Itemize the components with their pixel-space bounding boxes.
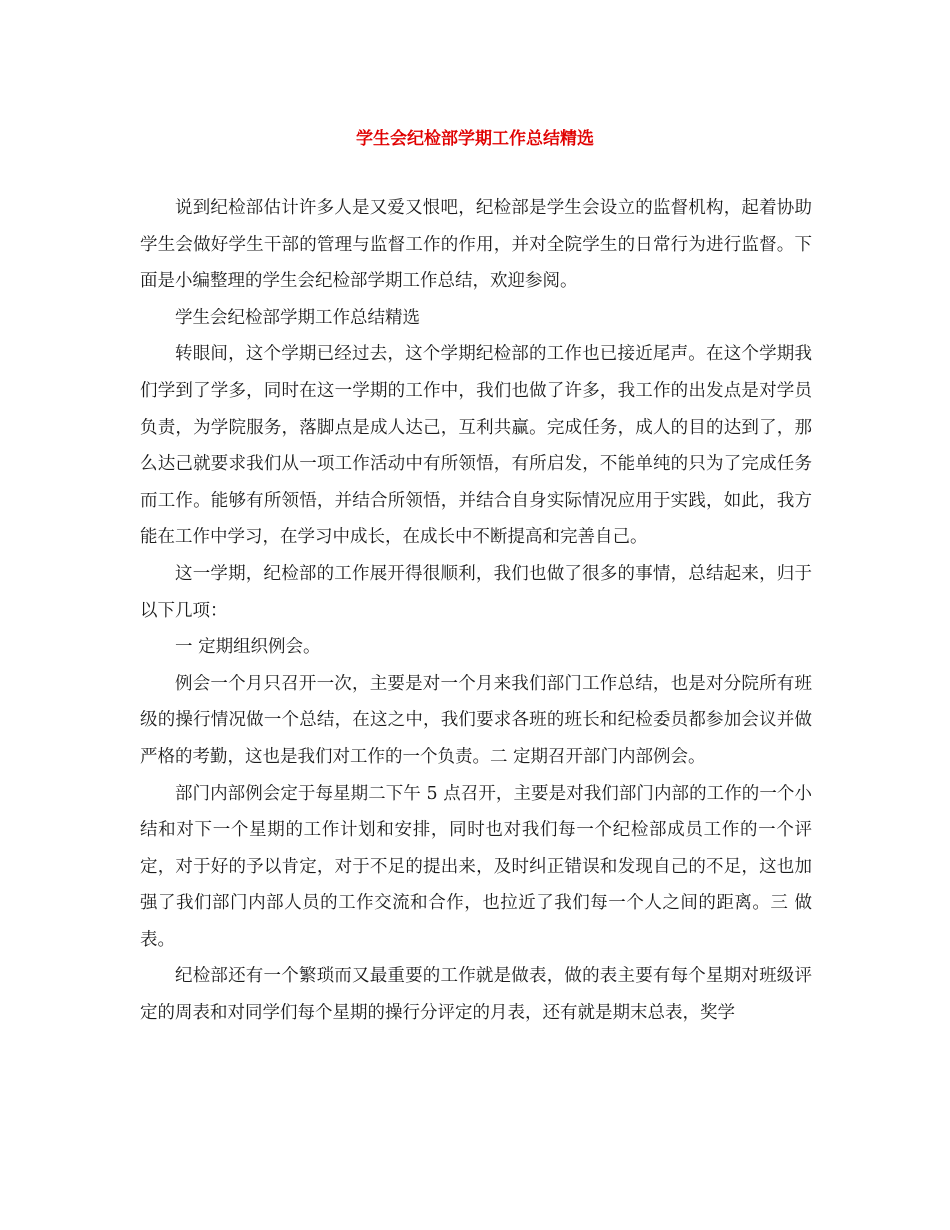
document-body <box>140 190 812 1032</box>
paragraph: 例会一个月只召开一次，主要是对一个月来我们部门工作总结，也是对分院所有班级的操行情况做一个总结，在这之中，我们要求各班的班长和纪检委员都参加会议并做严格的考勤，这也是我们对工作的一个负责。二 定期召开部门内部例会。 <box>140 673 812 767</box>
paragraph: 学生会纪检部学期工作总结精选 <box>175 307 420 328</box>
paragraph: 部门内部例会定于每星期二下午 5 点召开，主要是对我们部门内部的工作的一个小结和对下一个星期的工作计划和安排，同时也对我们每一个纪检部成员工作的一个评定，对于好的予以肯定，对于不足的提出来，及时纠正错误和发现自己的不足，这也加强了我们部门内部人员的工作交流和合作，也拉近了我们每一个人之间的距离。三 做表。 <box>140 783 812 950</box>
paragraph: 说到纪检部估计许多人是又爱又恨吧，纪检部是学生会设立的监督机构，起着协助学生会做好学生干部的管理与监督工作的作用，并对全院学生的日常行为进行监督。下面是小编整理的学生会纪检部学期工作总结，欢迎参阅。 <box>140 198 812 292</box>
paragraph: 这一学期，纪检部的工作展开得很顺利，我们也做了很多的事情，总结起来，归于以下几项： <box>140 563 812 621</box>
paragraph: 转眼间，这个学期已经过去，这个学期纪检部的工作也已接近尾声。在这个学期我们学到了学多，同时在这一学期的工作中，我们也做了许多，我工作的出发点是对学员负责，为学院服务，落脚点是成人达己，互利共赢。完成任务，成人的目的达到了，那么达己就要求我们从一项工作活动中有所领悟，有所启发，不能单纯的只为了完成任务而工作。能够有所领悟，并结合所领悟，并结合自身实际情况应用于实践，如此，我方能在工作中学习，在学习中成长，在成长中不断提高和完善自己。 <box>140 344 812 548</box>
paragraph: 一 定期组织例会。 <box>175 637 321 658</box>
paragraph: 纪检部还有一个繁琐而又最重要的工作就是做表，做的表主要有每个星期对班级评定的周表和对同学们每个星期的操行分评定的月表，还有就是期末总表，奖学 <box>140 966 812 1024</box>
document-title: 学生会纪检部学期工作总结精选 <box>356 129 594 149</box>
